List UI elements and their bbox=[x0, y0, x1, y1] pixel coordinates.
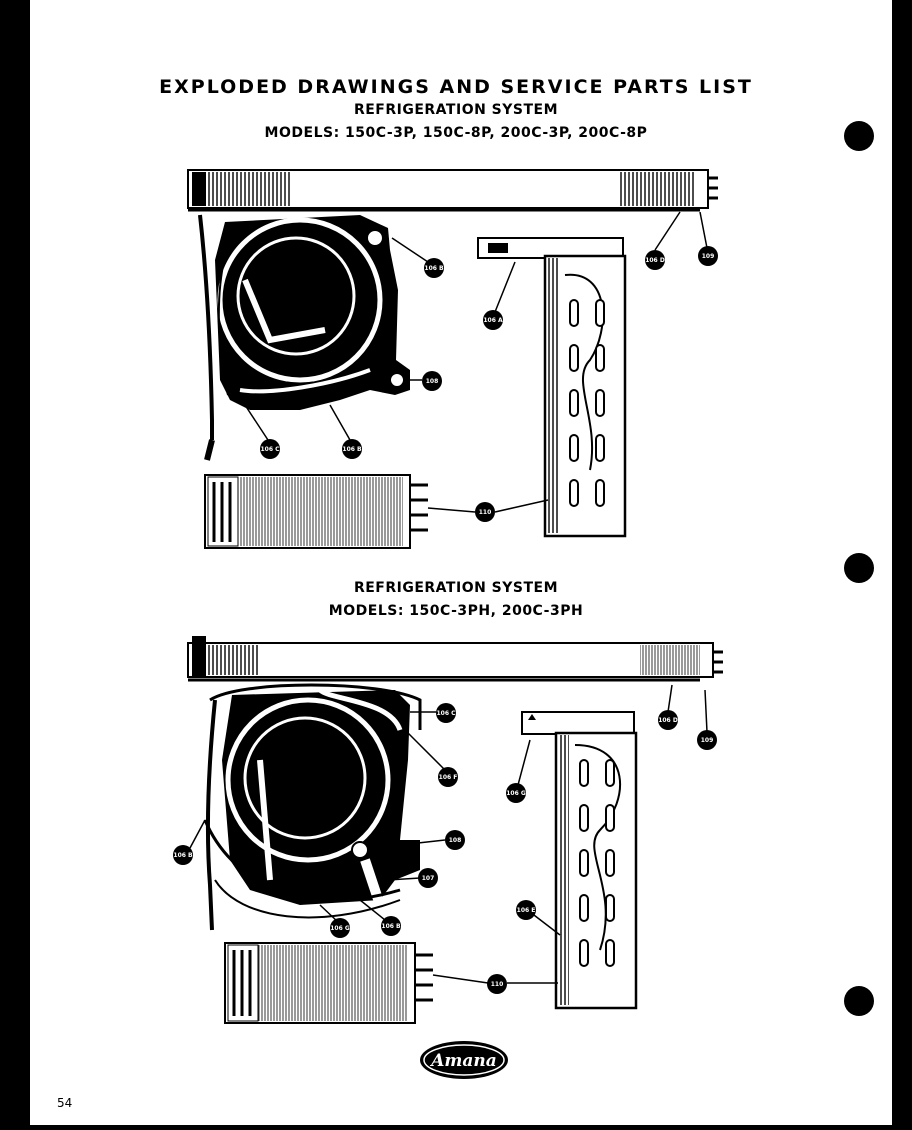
page-title: EXPLODED DRAWINGS AND SERVICE PARTS LIST bbox=[159, 76, 753, 98]
section2-models: MODELS: 150C-3PH, 200C-3PH bbox=[328, 603, 584, 619]
svg-text:106 B: 106 B bbox=[424, 265, 444, 272]
svg-text:109: 109 bbox=[701, 253, 715, 260]
callout-106g-bottom bbox=[506, 783, 526, 803]
section1-models: MODELS: 150C-3P, 150C-8P, 200C-3P, 200C-8P bbox=[264, 125, 648, 141]
callout-106e-bottom bbox=[516, 900, 536, 920]
callout-107-bottom bbox=[418, 868, 438, 888]
condenser-coil-bottom-bottom bbox=[225, 943, 433, 1023]
svg-text:Amana: Amana bbox=[431, 1051, 497, 1071]
callout-108-bottom bbox=[445, 830, 465, 850]
compressor-bottom bbox=[222, 690, 420, 905]
callout-106c-top bbox=[260, 439, 280, 459]
callout-106a-top bbox=[483, 310, 503, 330]
svg-text:109: 109 bbox=[700, 737, 714, 744]
svg-text:106 G: 106 G bbox=[330, 925, 350, 932]
evaporator-top bbox=[478, 238, 625, 536]
callout-106g-bottom-2 bbox=[330, 918, 350, 938]
callout-110-bottom bbox=[487, 974, 507, 994]
suction-tube-top bbox=[200, 215, 212, 440]
compressor-top bbox=[215, 215, 410, 410]
svg-text:106 D: 106 D bbox=[645, 257, 665, 264]
callout-109-top bbox=[698, 246, 718, 266]
callout-110-top bbox=[475, 502, 495, 522]
callout-106d-top bbox=[645, 250, 665, 270]
callout-106b-bottom bbox=[381, 916, 401, 936]
svg-text:106 B: 106 B bbox=[381, 923, 401, 930]
callout-106b-bottom-left bbox=[173, 845, 193, 865]
callout-106f-bottom bbox=[438, 767, 458, 787]
callout-106d-bottom bbox=[658, 710, 678, 730]
suction-tube-bottom bbox=[208, 700, 215, 930]
svg-text:106 E: 106 E bbox=[516, 907, 536, 914]
svg-text:106 A: 106 A bbox=[483, 317, 503, 324]
callout-106b-top-a bbox=[424, 258, 444, 278]
svg-text:110: 110 bbox=[478, 509, 492, 516]
svg-text:106 C: 106 C bbox=[436, 710, 456, 717]
callout-106b-top-b bbox=[342, 439, 362, 459]
svg-text:110: 110 bbox=[490, 981, 504, 988]
condenser-coil-top-bottom bbox=[188, 636, 723, 680]
bottom-diagram bbox=[173, 636, 723, 1023]
svg-text:107: 107 bbox=[421, 875, 435, 882]
section2-title: REFRIGERATION SYSTEM bbox=[353, 580, 559, 596]
top-diagram bbox=[188, 170, 718, 548]
condenser-coil-top bbox=[188, 170, 718, 210]
callout-109-bottom bbox=[697, 730, 717, 750]
svg-text:106 C: 106 C bbox=[260, 446, 280, 453]
svg-text:106 F: 106 F bbox=[438, 774, 458, 781]
callout-106c-bottom bbox=[436, 703, 456, 723]
section1-title: REFRIGERATION SYSTEM bbox=[353, 102, 559, 118]
svg-text:106 D: 106 D bbox=[658, 717, 678, 724]
svg-text:106 B: 106 B bbox=[342, 446, 362, 453]
evaporator-bottom bbox=[522, 712, 636, 1008]
svg-text:108: 108 bbox=[448, 837, 462, 844]
svg-text:106 G: 106 G bbox=[506, 790, 526, 797]
svg-text:108: 108 bbox=[425, 378, 439, 385]
svg-text:106 B: 106 B bbox=[173, 852, 193, 859]
condenser-coil-bottom-top bbox=[205, 475, 428, 548]
page-number: 54 bbox=[57, 1096, 73, 1110]
callout-108-top bbox=[422, 371, 442, 391]
amana-logo bbox=[420, 1041, 508, 1079]
